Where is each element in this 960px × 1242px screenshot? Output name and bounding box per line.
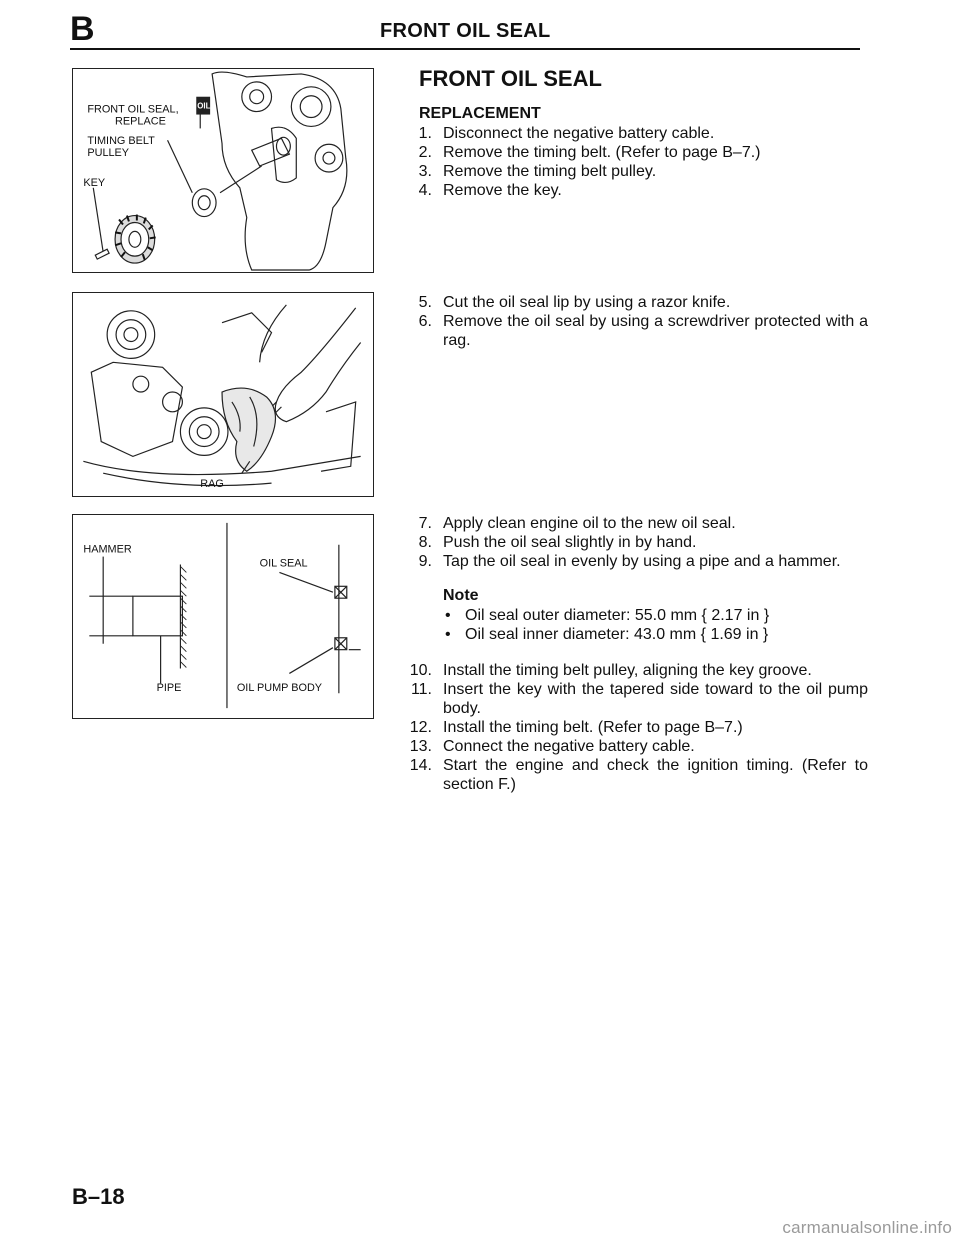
step-number: 10. [409, 662, 432, 679]
step-text: Insert the key with the tapered side toward to the oil pump body. [443, 681, 868, 717]
label-pipe: PIPE [156, 682, 182, 695]
screwdriver-rag-illustration [73, 293, 373, 496]
step-text: Start the engine and check the ignition timing. (Refer to section F.) [443, 757, 868, 793]
step-text: Connect the negative battery cable. [443, 738, 695, 755]
oil-badge: OIL [197, 101, 211, 111]
replacement-subheading: REPLACEMENT [419, 105, 541, 122]
step-item [398, 737, 868, 756]
step-number: 5. [418, 294, 432, 311]
steps-removal [398, 124, 868, 200]
steps-reassembly [398, 661, 868, 794]
step-text: Cut the oil seal lip by using a razor knife. [443, 294, 731, 311]
label-oil-pump-body: OIL PUMP BODY [236, 682, 323, 695]
step-number: 11. [410, 681, 432, 698]
step-text: Install the timing belt pulley, aligning the key groove. [443, 662, 812, 679]
step-item [398, 124, 868, 143]
step-item [398, 533, 868, 552]
step-item [398, 143, 868, 162]
step-number: 6. [418, 313, 432, 330]
step-number: 12. [409, 719, 432, 736]
step-item [398, 552, 868, 571]
note-item-outer-diameter: • Oil seal outer diameter: 55.0 mm { 2.17 in } [443, 606, 769, 625]
page-number: B–18 [72, 1184, 125, 1209]
step-number: 14. [409, 757, 432, 774]
step-number: 13. [409, 738, 432, 755]
label-hammer: HAMMER [83, 543, 132, 556]
step-number: 9. [418, 553, 432, 570]
running-title: FRONT OIL SEAL [380, 20, 551, 42]
figure-oil-seal-installation [72, 514, 374, 719]
step-text: Disconnect the negative battery cable. [443, 125, 715, 142]
step-number: 4. [418, 182, 432, 199]
step-text: Remove the key. [443, 182, 562, 199]
step-text: Apply clean engine oil to the new oil seal. [443, 515, 736, 532]
pipe-hammer-diagram [73, 515, 373, 718]
label-replace: REPLACE [115, 115, 166, 128]
step-text: Push the oil seal slightly in by hand. [443, 534, 697, 551]
label-front-oil-seal: FRONT OIL SEAL, [87, 103, 179, 116]
header-divider [70, 48, 860, 50]
note-item-inner-diameter: • Oil seal inner diameter: 43.0 mm { 1.69 in } [443, 625, 769, 644]
watermark: carmanualsonline.info [782, 1218, 952, 1237]
step-item [398, 162, 868, 181]
step-item [398, 514, 868, 533]
label-pulley: PULLEY [87, 147, 130, 160]
section-letter: B [70, 10, 95, 48]
step-item [398, 312, 868, 350]
step-item [398, 661, 868, 680]
step-item [398, 756, 868, 794]
step-text: Install the timing belt. (Refer to page B–7.) [443, 719, 743, 736]
step-text: Remove the timing belt pulley. [443, 163, 657, 180]
step-number: 1. [418, 125, 432, 142]
label-timing-belt: TIMING BELT [87, 135, 155, 148]
label-oil-seal: OIL SEAL [259, 557, 308, 570]
step-text: Tap the oil seal in evenly by using a pipe and a hammer. [443, 553, 841, 570]
step-text: Remove the timing belt. (Refer to page B–7.) [443, 144, 761, 161]
step-number: 8. [418, 534, 432, 551]
section-heading: FRONT OIL SEAL [419, 66, 602, 91]
step-item [398, 680, 868, 718]
step-number: 2. [418, 144, 432, 161]
step-item [398, 293, 868, 312]
figure-front-oil-seal-removal [72, 68, 374, 273]
step-item [398, 718, 868, 737]
engine-pulley-illustration [73, 69, 373, 272]
steps-install [398, 514, 868, 571]
label-key: KEY [83, 176, 106, 189]
step-number: 3. [418, 163, 432, 180]
note-list [443, 606, 769, 644]
label-rag: RAG [200, 478, 224, 491]
step-text: Remove the oil seal by using a screwdriver protected with a rag. [443, 313, 868, 349]
steps-seal-cut [398, 293, 868, 350]
step-number: 7. [418, 515, 432, 532]
step-item [398, 181, 868, 200]
note-title: Note [443, 587, 479, 604]
figure-oil-seal-removal-rag [72, 292, 374, 497]
